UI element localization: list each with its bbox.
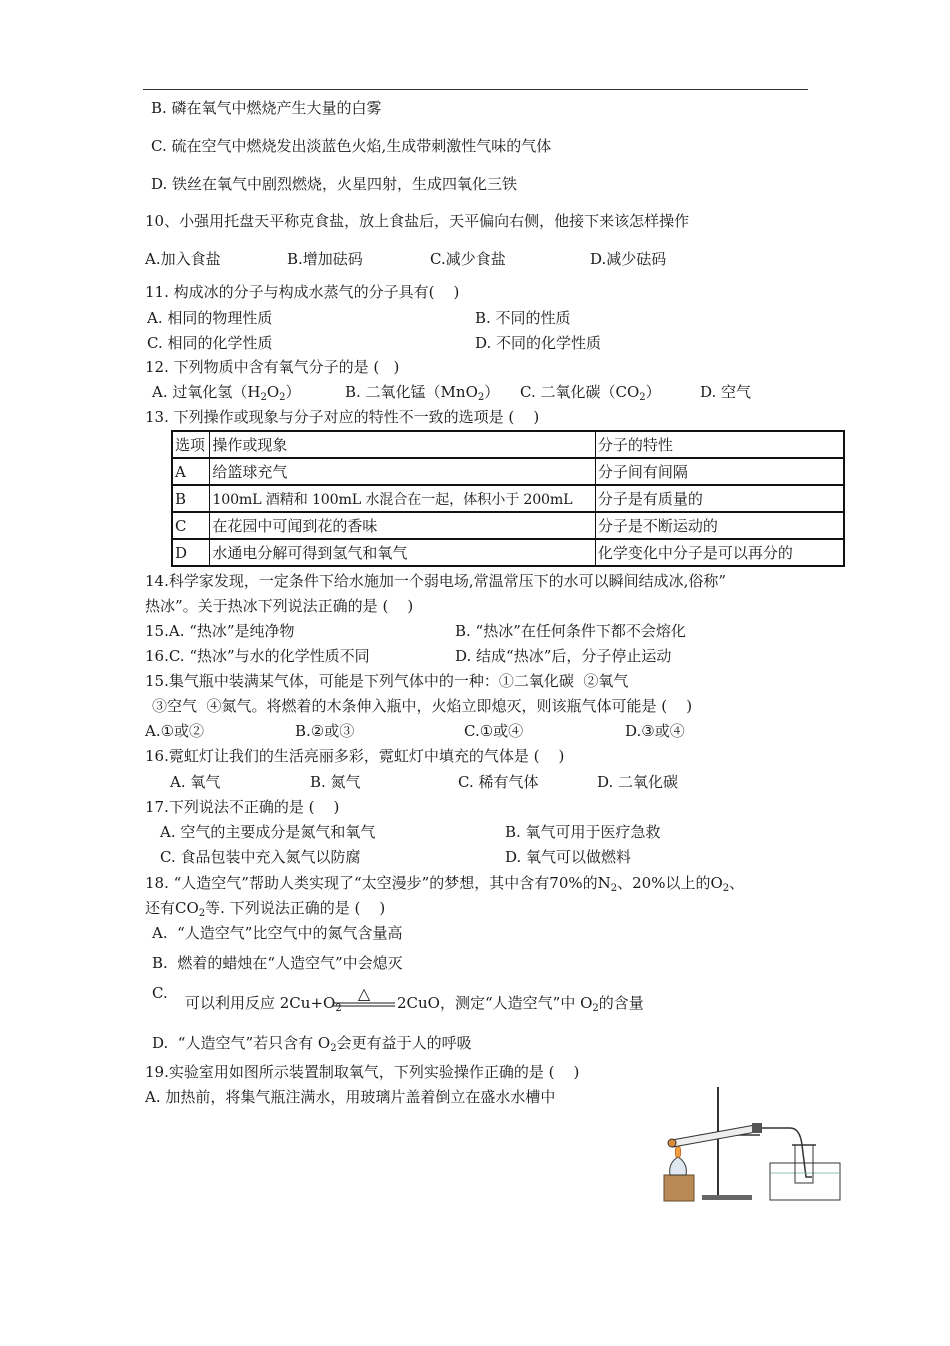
q13-stem: 13. 下列操作或现象与分子对应的特性不一致的选项是 ( ) xyxy=(145,408,540,426)
table-cell: 给篮球充气 xyxy=(210,458,595,485)
q14-option-d: D. 结成“热冰”后，分子停止运动 xyxy=(455,647,672,665)
table-row xyxy=(172,485,844,512)
q18-option-c-label: C. xyxy=(152,984,168,1002)
q16-option-d: D. 二氧化碳 xyxy=(597,773,679,791)
q9-option-d: D. 铁丝在氧气中剧烈燃烧，火星四射，生成四氧化三铁 xyxy=(151,175,518,193)
q9-option-b: B. 磷在氧气中燃烧产生大量的白雾 xyxy=(151,99,382,117)
q15-stem-line2: ③空气 ④氮气。将燃着的木条伸入瓶中，火焰立即熄灭，则该瓶气体可能是 ( ) xyxy=(152,697,693,715)
table-row xyxy=(172,512,844,539)
table-cell: 分子是有质量的 xyxy=(595,485,844,512)
table-cell: B xyxy=(172,485,210,512)
q15-option-a: A.①或② xyxy=(145,722,205,740)
q12-option-c: C. 二氧化碳$(CO_2)$ xyxy=(520,383,661,403)
q18-stem-line1: 18. “人造空气”帮助人类实现了“太空漫步”的梦想，其中含有70%的$N_2$、20%以上的$O_2$、 xyxy=(145,874,745,894)
q19-option-a: A. 加热前，将集气瓶注满水，用玻璃片盖着倒立在盛水水槽中 xyxy=(145,1088,556,1106)
q15-option-d: D.③或④ xyxy=(625,722,685,740)
table-cell: A xyxy=(172,458,210,485)
q12-option-d: D. 空气 xyxy=(700,383,752,401)
q12-option-b: B. 二氧化锰（MnO$_2$） xyxy=(345,383,500,403)
q16-option-a: A. 氧气 xyxy=(170,773,221,791)
table-cell: 水通电分解可得到氢气和氧气 xyxy=(210,539,595,566)
q16-option-b: B. 氮气 xyxy=(310,773,361,791)
q10-option-d: D.减少砝码 xyxy=(590,250,667,268)
q10-option-b: B.增加砝码 xyxy=(287,250,363,268)
q18-option-d: D. “人造空气”若只含有 $O_2$会更有益于人的呼吸 xyxy=(152,1034,472,1054)
q17-option-a: A. 空气的主要成分是氮气和氧气 xyxy=(160,823,376,841)
table-row xyxy=(172,539,844,566)
q15-option-b: B.②或③ xyxy=(295,722,355,740)
q11-option-c: C. 相同的化学性质 xyxy=(147,334,273,352)
table-cell: 化学变化中分子是可以再分的 xyxy=(595,539,844,566)
q14-stem-line2: 热冰”。关于热冰下列说法正确的是 ( ) xyxy=(145,597,414,615)
q9-option-c: C. 硫在空气中燃烧发出淡蓝色火焰,生成带刺激性气味的气体 xyxy=(151,137,552,155)
equation-arrow xyxy=(331,985,397,1015)
q11-stem: 11. 构成冰的分子与构成水蒸气的分子具有( ) xyxy=(145,283,460,301)
q10-stem: 10、小强用托盘天平称克食盐，放上食盐后，天平偏向右侧，他接下来该怎样操作 xyxy=(145,212,690,230)
q17-option-d: D. 氧气可以做燃料 xyxy=(505,848,632,866)
top-rule xyxy=(143,89,808,90)
table-cell: 100mL 酒精和 100mL 水混合在一起，体积小于 200mL xyxy=(210,485,595,512)
table-cell: 分子是不断运动的 xyxy=(595,512,844,539)
table-header-row xyxy=(172,431,844,458)
table-header-cell: 选项 xyxy=(172,431,210,458)
q17-option-c: C. 食品包装中充入氮气以防腐 xyxy=(160,848,361,866)
table-row xyxy=(172,458,844,485)
table-cell: 分子间有间隔 xyxy=(595,458,844,485)
q19-stem: 19.实验室用如图所示装置制取氧气，下列实验操作正确的是 ( ) xyxy=(145,1063,580,1081)
q12-option-a: A. 过氧化氢$(H_2O_2)$ xyxy=(152,383,301,403)
q14-option-a: 15.A. “热冰”是纯净物 xyxy=(145,622,295,640)
q18-option-b: B. 燃着的蜡烛在“人造空气”中会熄灭 xyxy=(152,954,403,972)
q16-stem: 16.霓虹灯让我们的生活亮丽多彩，霓虹灯中填充的气体是 ( ) xyxy=(145,747,565,765)
q12-stem: 12. 下列物质中含有氧气分子的是 ( ) xyxy=(145,358,400,376)
q18-option-a: A. “人造空气”比空气中的氮气含量高 xyxy=(152,924,403,942)
q14-stem-line1: 14.科学家发现，一定条件下给水施加一个弱电场,常温常压下的水可以瞬间结成冰,俗称” xyxy=(145,572,727,590)
q10-option-a: A.加入食盐 xyxy=(145,250,221,268)
equation-left: 可以利用反应 $2Cu+O_2$ xyxy=(185,994,342,1014)
heating-condition: △ xyxy=(357,985,371,1003)
q18-stem-line2: 还有$CO_2$等. 下列说法正确的是 ( ) xyxy=(145,899,386,919)
table-header-cell: 操作或现象 xyxy=(210,431,595,458)
q17-option-b: B. 氧气可用于医疗急救 xyxy=(505,823,661,841)
q18-option-c-equation xyxy=(185,985,705,1015)
q14-option-c: 16.C. “热冰”与水的化学性质不同 xyxy=(145,647,370,665)
q11-option-a: A. 相同的物理性质 xyxy=(147,309,273,327)
q15-option-c: C.①或④ xyxy=(464,722,524,740)
table-header-cell: 分子的特性 xyxy=(595,431,844,458)
q11-option-b: B. 不同的性质 xyxy=(475,309,571,327)
oxygen-preparation-apparatus-icon xyxy=(660,1085,845,1205)
q15-stem-line1: 15.集气瓶中装满某气体，可能是下列气体中的一种：①二氧化碳 ②氧气 xyxy=(145,672,629,690)
q10-option-c: C.减少食盐 xyxy=(430,250,506,268)
q13-options-table xyxy=(171,430,845,567)
table-cell: D xyxy=(172,539,210,566)
q17-stem: 17.下列说法不正确的是 ( ) xyxy=(145,798,340,816)
q14-option-b: B. “热冰”在任何条件下都不会熔化 xyxy=(455,622,686,640)
equation-right: 2CuO，测定“人造空气”中 $O_2$的含量 xyxy=(397,994,644,1014)
table-cell: C xyxy=(172,512,210,539)
q16-option-c: C. 稀有气体 xyxy=(458,773,539,791)
q11-option-d: D. 不同的化学性质 xyxy=(475,334,602,352)
table-cell: 在花园中可闻到花的香味 xyxy=(210,512,595,539)
